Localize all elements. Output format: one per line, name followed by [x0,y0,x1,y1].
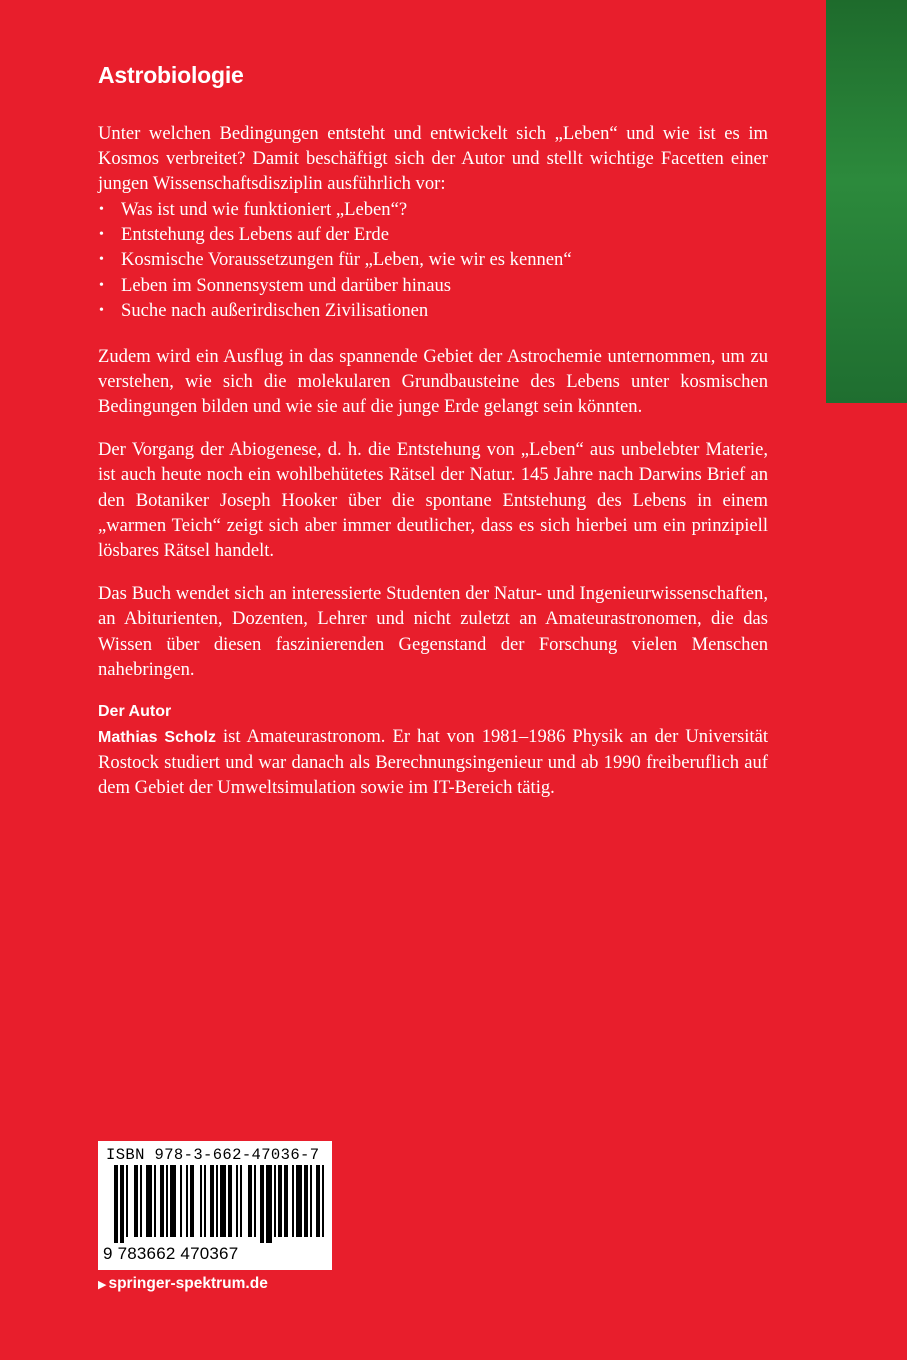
list-item: • Kosmische Voraussetzungen für „Leben, wie wir es kennen“ [98,247,768,272]
barcode-bar [204,1165,206,1237]
barcode-bar [216,1165,218,1237]
barcode-bar [248,1165,252,1237]
website-label: springer-spektrum.de [108,1275,268,1292]
barcode-bar [160,1165,164,1237]
barcode-bar [310,1165,312,1237]
barcode-bar [120,1165,124,1243]
barcode-bars [104,1165,326,1243]
barcode-digits: 9 783662 470367 [103,1244,239,1263]
barcode-bar [240,1165,242,1237]
book-title: Astrobiologie [98,62,244,88]
publisher-website[interactable] [98,1275,268,1293]
barcode-bar [170,1165,176,1237]
barcode-bar [154,1165,156,1237]
barcode-bar [274,1165,276,1237]
bullet-icon: • [99,252,104,268]
bullet-icon: • [99,227,104,243]
barcode-bar [146,1165,152,1237]
back-cover-text [98,62,768,801]
author-bio-text: ist Amateurastronom. Er hat von 1981–1986 Physik an der Universität Rostock studiert und war danach als Berechnungsingenieur und ab 1990 freiberuflich auf dem Gebiet der Umweltsimulation sowie im IT-Bereich tätig. [98,726,768,799]
isbn-barcode [98,1141,332,1270]
barcode-bar [236,1165,238,1237]
author-heading: Der Autor [98,703,172,721]
barcode-bar [134,1165,138,1237]
barcode-bar [114,1165,118,1243]
list-item: • Suche nach außerirdischen Zivilisationen [98,298,768,323]
barcode-bar [266,1165,272,1243]
barcode-bar [126,1165,128,1237]
barcode-bar [166,1165,168,1237]
bullet-icon: • [99,277,104,293]
facet-list [98,197,768,324]
barcode-bar [292,1165,294,1237]
abiogenesis-paragraph: Der Vorgang der Abiogenese, d. h. die Entstehung von „Leben“ aus unbelebter Materie, ist auch heute noch ein wohlbehütetes Rätsel der Natur. 145 Jahre nach Darwins Brief an den Botaniker Joseph Hooker über die spontane Entstehung des Lebens in einem „warmen Teich“ zeigt sich aber immer deutlicher, dass es sich hierbei um ein prinzipiell lösbares Rätsel handelt. [98,439,768,562]
list-item: • Was ist und wie funktioniert „Leben“? [98,197,768,222]
barcode-bar [260,1165,264,1243]
barcode-bar [180,1165,182,1237]
list-item: • Entstehung des Lebens auf der Erde [98,222,768,247]
isbn-label: ISBN 978-3-662-47036-7 [106,1146,320,1164]
barcode-bar [296,1165,302,1237]
barcode-bar [220,1165,226,1237]
triangle-right-icon: ▶ [98,1279,107,1291]
barcode-bar [304,1165,308,1237]
audience-paragraph: Das Buch wendet sich an interessierte Studenten der Natur- und Ingenieurwissenschaften, an Abiturienten, Dozenten, Lehrer und nicht zuletzt an Amateurastronomen, die das Wissen über diesen faszinierenden Gegenstand der Forschung vielen Menschen nahebringen. [98,583,768,680]
barcode-bar [284,1165,288,1237]
barcode-bar [316,1165,320,1237]
barcode-bar [210,1165,214,1237]
author-name: Mathias Scholz [98,729,216,747]
list-item: • Leben im Sonnensystem und darüber hinaus [98,273,768,298]
green-color-tab [826,0,907,403]
barcode-bar [278,1165,282,1237]
barcode-bar [322,1165,324,1237]
barcode-bar [186,1165,188,1237]
barcode-bar [190,1165,194,1237]
barcode-bar [140,1165,142,1237]
barcode-bar [254,1165,256,1237]
barcode-bar [200,1165,202,1237]
barcode-bar [228,1165,232,1237]
intro-paragraph: Unter welchen Bedingungen entsteht und entwickelt sich „Leben“ und wie ist es im Kosmos verbreitet? Damit beschäftigt sich der Autor und stellt wichtige Facetten einer jungen Wissenschaftsdisziplin ausführlich vor: [98,123,768,195]
bullet-icon: • [99,303,104,319]
bullet-icon: • [99,201,104,217]
astrochemistry-paragraph: Zudem wird ein Ausflug in das spannende Gebiet der Astrochemie unternommen, um zu verstehen, wie sich die molekularen Grundbausteine des Lebens unter kosmischen Bedingungen bilden und wie sie auf die junge Erde gelangt sein könnten. [98,345,768,418]
author-bio [98,724,768,801]
